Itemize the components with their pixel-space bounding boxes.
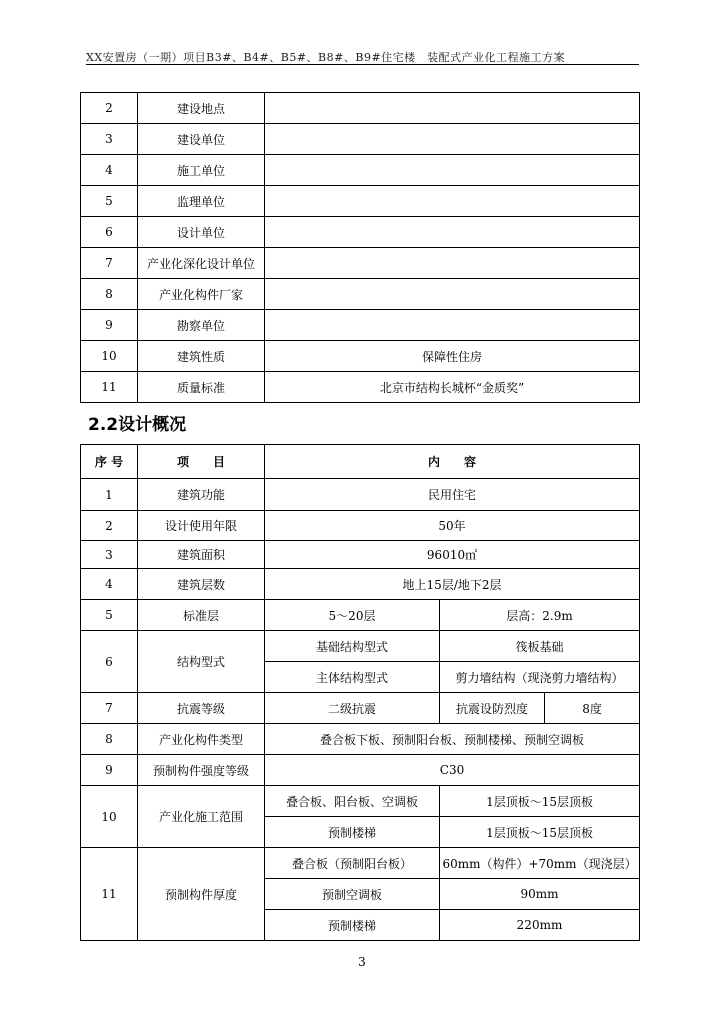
row-item: 产业化施工范围 xyxy=(138,786,265,848)
table-row xyxy=(81,693,640,724)
row-number: 7 xyxy=(81,693,138,724)
row-content: 地上15层/地下2层 xyxy=(265,569,640,600)
row-item: 建筑面积 xyxy=(138,541,265,569)
table-row xyxy=(81,724,640,755)
sub-value: 剪力墙结构（现浇剪力墙结构） xyxy=(440,662,640,693)
table-header-row xyxy=(81,445,640,479)
row-number: 6 xyxy=(81,631,138,693)
row-number: 6 xyxy=(81,217,138,248)
row-content xyxy=(265,217,640,248)
row-item: 建筑功能 xyxy=(138,479,265,511)
row-number: 2 xyxy=(81,511,138,541)
row-item: 设计单位 xyxy=(138,217,265,248)
row-item: 预制构件厚度 xyxy=(138,848,265,941)
table-row xyxy=(81,124,640,155)
header-content: 内 容 xyxy=(265,445,640,479)
seismic-intensity-value: 8度 xyxy=(545,693,640,724)
row-item: 抗震等级 xyxy=(138,693,265,724)
row-content: 96010㎡ xyxy=(265,541,640,569)
row-item: 产业化深化设计单位 xyxy=(138,248,265,279)
row-number: 4 xyxy=(81,569,138,600)
table-row xyxy=(81,569,640,600)
header-rule xyxy=(86,64,639,65)
table-row xyxy=(81,541,640,569)
floor-height: 层高：2.9m xyxy=(440,600,640,631)
sub-label: 叠合板（预制阳台板） xyxy=(265,848,440,879)
table-row xyxy=(81,217,640,248)
sub-label: 预制空调板 xyxy=(265,879,440,910)
row-content: 北京市结构长城杯“金质奖” xyxy=(265,372,640,403)
row-item: 建设地点 xyxy=(138,93,265,124)
table-row xyxy=(81,786,640,817)
row-content: 叠合板下板、预制阳台板、预制楼梯、预制空调板 xyxy=(265,724,640,755)
row-number: 8 xyxy=(81,279,138,310)
row-number: 11 xyxy=(81,372,138,403)
row-number: 10 xyxy=(81,341,138,372)
row-item: 产业化构件类型 xyxy=(138,724,265,755)
sub-value: 220mm xyxy=(440,910,640,941)
sub-value: 1层顶板～15层顶板 xyxy=(440,817,640,848)
row-content xyxy=(265,248,640,279)
row-content xyxy=(265,186,640,217)
project-info-table xyxy=(80,92,640,403)
row-number: 5 xyxy=(81,186,138,217)
sub-label: 基础结构型式 xyxy=(265,631,440,662)
row-content: 民用住宅 xyxy=(265,479,640,511)
table-row xyxy=(81,186,640,217)
row-number: 11 xyxy=(81,848,138,941)
row-item: 预制构件强度等级 xyxy=(138,755,265,786)
table-row xyxy=(81,372,640,403)
header-item: 项 目 xyxy=(138,445,265,479)
row-item: 建设单位 xyxy=(138,124,265,155)
row-number: 9 xyxy=(81,755,138,786)
row-number: 4 xyxy=(81,155,138,186)
row-number: 5 xyxy=(81,600,138,631)
sub-label: 预制楼梯 xyxy=(265,910,440,941)
row-number: 9 xyxy=(81,310,138,341)
table-row xyxy=(81,848,640,879)
row-number: 3 xyxy=(81,541,138,569)
design-overview-table xyxy=(80,444,640,941)
header-number: 序 号 xyxy=(81,445,138,479)
seismic-grade: 二级抗震 xyxy=(265,693,440,724)
row-item: 质量标准 xyxy=(138,372,265,403)
row-item: 标准层 xyxy=(138,600,265,631)
row-item: 建筑性质 xyxy=(138,341,265,372)
page-number: 3 xyxy=(358,955,366,969)
row-number: 2 xyxy=(81,93,138,124)
row-content: 50年 xyxy=(265,511,640,541)
table-row xyxy=(81,511,640,541)
row-number: 10 xyxy=(81,786,138,848)
row-content xyxy=(265,124,640,155)
sub-label: 主体结构型式 xyxy=(265,662,440,693)
row-number: 1 xyxy=(81,479,138,511)
row-content: 保障性住房 xyxy=(265,341,640,372)
row-content xyxy=(265,279,640,310)
table-row xyxy=(81,155,640,186)
row-number: 7 xyxy=(81,248,138,279)
page-header: XX安置房（一期）项目B3#、B4#、B5#、B8#、B9#住宅楼 装配式产业化工程施工方案 xyxy=(86,51,566,64)
row-content xyxy=(265,310,640,341)
sub-value: 筏板基础 xyxy=(440,631,640,662)
row-item: 勘察单位 xyxy=(138,310,265,341)
row-content: C30 xyxy=(265,755,640,786)
table-row xyxy=(81,279,640,310)
row-number: 3 xyxy=(81,124,138,155)
seismic-intensity-label: 抗震设防烈度 xyxy=(440,693,545,724)
row-item: 监理单位 xyxy=(138,186,265,217)
row-item: 结构型式 xyxy=(138,631,265,693)
row-item: 建筑层数 xyxy=(138,569,265,600)
table-row xyxy=(81,248,640,279)
table-row xyxy=(81,310,640,341)
table-row xyxy=(81,93,640,124)
sub-value: 90mm xyxy=(440,879,640,910)
table-row xyxy=(81,755,640,786)
row-item: 施工单位 xyxy=(138,155,265,186)
row-number: 8 xyxy=(81,724,138,755)
row-content xyxy=(265,155,640,186)
sub-value: 60mm（构件）+70mm（现浇层） xyxy=(440,848,640,879)
table-row xyxy=(81,631,640,662)
row-item: 设计使用年限 xyxy=(138,511,265,541)
row-item: 产业化构件厂家 xyxy=(138,279,265,310)
table-row xyxy=(81,341,640,372)
row-content xyxy=(265,93,640,124)
sub-value: 1层顶板～15层顶板 xyxy=(440,786,640,817)
table-row xyxy=(81,479,640,511)
table-row xyxy=(81,600,640,631)
standard-floors: 5～20层 xyxy=(265,600,440,631)
sub-label: 叠合板、阳台板、空调板 xyxy=(265,786,440,817)
sub-label: 预制楼梯 xyxy=(265,817,440,848)
section-title: 2.2设计概况 xyxy=(88,415,187,435)
